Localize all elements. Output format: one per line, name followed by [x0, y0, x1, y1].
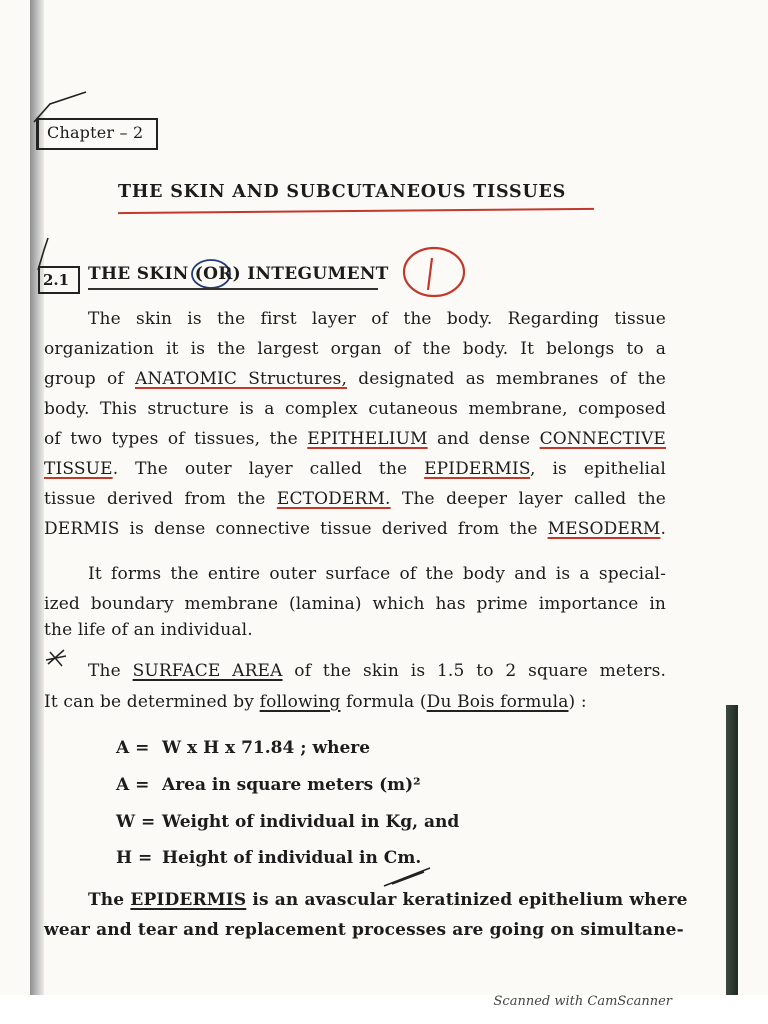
formula-height: H = Height of individual in Cm.: [116, 848, 422, 868]
section-underline: [88, 288, 378, 290]
para3-line1: The SURFACE AREA of the skin is 1.5 to 2 square meters.: [88, 661, 666, 681]
chapter-label: Chapter – 2: [36, 118, 158, 150]
star-mark: [46, 650, 66, 666]
para1-line7: tissue derived from the ECTODERM. The deeper layer called the: [44, 489, 666, 509]
formula-area: A = Area in square meters (m)²: [116, 775, 421, 795]
chapter-title: THE SKIN AND SUBCUTANEOUS TISSUES: [118, 182, 567, 202]
double-slash-mark: [384, 868, 430, 886]
section-number: 2.1: [38, 266, 80, 294]
para1-line6: TISSUE. The outer layer called the EPIDERMIS, is epithelial: [44, 459, 666, 479]
para1-line3: group of ANATOMIC Structures, designated as membranes of the: [44, 369, 666, 389]
formula-weight: W = Weight of individual in Kg, and: [116, 812, 460, 832]
para2-line3: the life of an individual.: [44, 620, 253, 640]
formula-main: A = W x H x 71.84 ; where: [116, 738, 371, 758]
para4-line2: wear and tear and replacement processes are going on simultane-: [44, 920, 684, 940]
para3-line2: It can be determined by following formula (Du Bois formula) :: [44, 692, 587, 712]
para1-line1: The skin is the first layer of the body. Regarding tissue: [88, 309, 666, 329]
scanner-watermark: Scanned with CamScanner: [493, 994, 672, 1009]
section-title: THE SKIN (OR) INTEGUMENT: [88, 264, 389, 284]
para1-line2: organization it is the largest organ of the body. It belongs to a: [44, 339, 666, 359]
para1-line5: of two types of tissues, the EPITHELIUM and dense CONNECTIVE: [44, 429, 666, 449]
para2-line2: ized boundary membrane (lamina) which has prime importance in: [44, 594, 666, 614]
para2-line1: It forms the entire outer surface of the body and is a special-: [88, 564, 666, 584]
para1-line4: body. This structure is a complex cutaneous membrane, composed: [44, 399, 666, 419]
red-circle-mark: [404, 248, 464, 296]
para1-line8: DERMIS is dense connective tissue derived from the MESODERM.: [44, 519, 666, 539]
para4-line1: The EPIDERMIS is an avascular keratinized epithelium where: [88, 890, 688, 910]
